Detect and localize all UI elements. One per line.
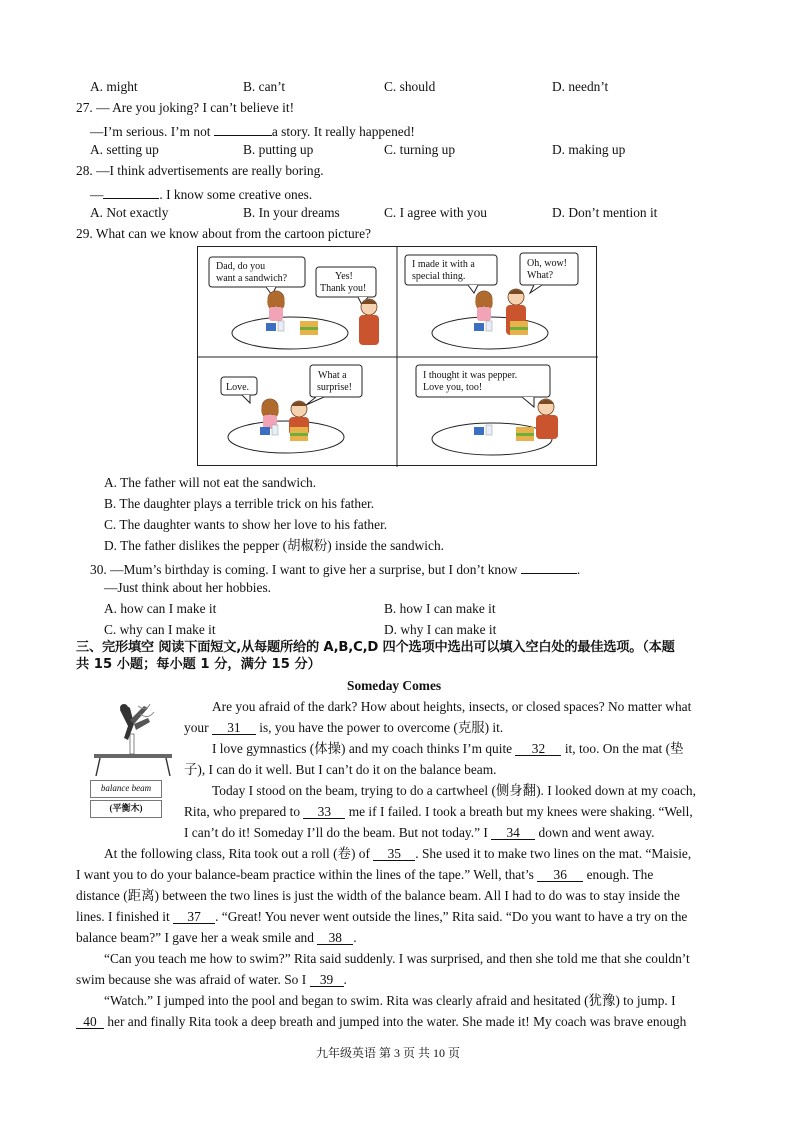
section3-header-line1: 三、完形填空 阅读下面短文,从每题所给的 A,B,C,D 四个选项中选出可以填入空白处的最佳选项。（本题 <box>76 640 675 655</box>
passage-line-3-post: it, too. On the mat (垫 <box>561 741 684 756</box>
q28-option-d: D. Don’t mention it <box>552 205 658 220</box>
panel-2-daughter-bubble-tail <box>468 285 478 293</box>
q30-stem <box>90 560 580 576</box>
passage-line-2 <box>184 721 503 735</box>
passage-line-12 <box>76 931 357 945</box>
panel-4-cup-icon <box>474 427 484 435</box>
blank-37: 37 <box>173 910 215 924</box>
passage-line-7-post: down and went away. <box>535 825 655 840</box>
q28-reply-post: . I know some creative ones. <box>159 187 313 202</box>
passage-line-10: distance (距离) between the two lines is just the width of the balance beam. All I had to do was to stay inside the <box>76 888 680 903</box>
q28-reply-pre: — <box>90 187 104 202</box>
balance-beam-label: balance beam <box>100 783 152 793</box>
passage-line-9-post: enough. The <box>583 867 654 882</box>
panel-1 <box>209 257 379 349</box>
q26-option-c: C. should <box>384 79 436 94</box>
q29-option-c: C. The daughter wants to show her love to his father. <box>104 517 388 532</box>
passage-line-1: Are you afraid of the dark? How about heights, insects, or closed spaces? No matter what <box>212 699 692 714</box>
passage-line-12-pre: balance beam?” I gave her a weak smile and <box>76 930 318 945</box>
q26-option-b: B. can’t <box>243 79 286 94</box>
panel-3-father-line2: surprise! <box>317 382 352 393</box>
q27-reply <box>90 122 415 138</box>
blank-33: 33 <box>303 805 345 819</box>
blank-40: 40 <box>76 1015 104 1029</box>
passage-line-6-pre: Rita, who prepared to <box>184 804 304 819</box>
q30-option-c: C. why can I make it <box>104 622 216 637</box>
q27-reply-pre: —I’m serious. I’m not <box>90 124 214 139</box>
panel-2-father-line1: Oh, wow! <box>527 258 567 269</box>
balance-beam-icon <box>94 754 172 776</box>
q27-stem: 27. — Are you joking? I can’t believe it! <box>76 100 295 115</box>
q28-option-a: A. Not exactly <box>90 205 169 220</box>
q28-option-b: B. In your dreams <box>243 205 340 220</box>
panel-4-sandwich-icon <box>516 427 534 441</box>
passage-line-16-post: her and finally Rita took a deep breath and jumped into the water. She made it! My coach was brave enough <box>104 1014 687 1029</box>
panel-2-daughter-line2: special thing. <box>412 271 466 282</box>
page-footer: 九年级英语 第 3 页 共 10 页 <box>316 1046 461 1060</box>
passage-title: Someday Comes <box>347 678 442 693</box>
blank-34: 34 <box>491 826 535 840</box>
panel-1-milk-icon <box>278 321 284 331</box>
passage-line-7-pre: I can’t do it! Someday I’ll do the beam. But not today.” I <box>184 825 492 840</box>
panel-1-daughter-line2: want a sandwich? <box>216 273 288 284</box>
passage-line-2-post: is, you have the power to overcome (克服) it. <box>255 720 504 735</box>
panel-4-milk-icon <box>486 425 492 435</box>
panel-4 <box>416 365 558 455</box>
blank-39: 39 <box>310 973 344 987</box>
q30-blank <box>521 560 577 574</box>
panel-3-sandwich-icon <box>290 427 308 441</box>
panel-3 <box>221 365 362 453</box>
q29-option-b: B. The daughter plays a terrible trick on his father. <box>104 496 375 511</box>
q27-option-c: C. turning up <box>384 142 456 157</box>
blank-35: 35 <box>373 847 415 861</box>
balance-beam-figure <box>90 700 176 826</box>
passage-line-8 <box>104 847 691 861</box>
passage-line-5: Today I stood on the beam, trying to do a cartwheel (侧身翻). I looked down at my coach, <box>212 783 696 798</box>
q27-option-a: A. setting up <box>90 142 159 157</box>
panel-3-daughter-icon <box>261 399 278 429</box>
passage-line-11-post: . “Great! You never went outside the lines,” Rita said. “Do you want to have a try on the <box>215 909 688 924</box>
cartoon-picture <box>197 246 597 466</box>
balance-beam-cn-label: (平衡木) <box>109 803 143 813</box>
panel-4-father-line2: Love you, too! <box>423 382 483 393</box>
passage-line-3 <box>212 742 683 756</box>
q26-option-a: A. might <box>90 79 138 94</box>
panel-3-cup-icon <box>260 427 270 435</box>
q28-blank <box>103 185 159 199</box>
panel-4-father-icon <box>536 399 558 439</box>
panel-3-table-icon <box>228 421 344 453</box>
q29-option-a: A. The father will not eat the sandwich. <box>104 475 317 490</box>
blank-32: 32 <box>515 742 561 756</box>
panel-3-father-bubble-tail <box>306 397 324 405</box>
passage-line-8-pre: At the following class, Rita took out a roll (卷) of <box>104 846 374 861</box>
passage-line-9-pre: I want you to do your balance-beam practice within the lines of the tape.” Well, that’s <box>76 867 538 882</box>
passage-line-12-post: . <box>353 930 357 945</box>
panel-3-father-line1: What a <box>318 370 347 381</box>
panel-3-daughter-line: Love. <box>226 382 250 393</box>
passage-line-11 <box>76 910 687 924</box>
section3-header-line2: 共 15 小题；每小题 1 分，满分 15 分） <box>76 657 321 672</box>
gymnast-illustration <box>90 700 176 780</box>
passage-line-8-post: . She used it to make two lines on the mat. “Maisie, <box>415 846 692 861</box>
blank-31: 31 <box>212 721 256 735</box>
panel-4-father-line1: I thought it was pepper. <box>423 370 518 381</box>
q30-stem-post: . <box>576 562 581 577</box>
blank-38: 38 <box>317 931 353 945</box>
q29-stem: 29. What can we know about from the cartoon picture? <box>76 226 371 241</box>
panel-1-sandwich-icon <box>300 321 318 335</box>
q27-option-d: D. making up <box>552 142 626 157</box>
panel-3-daughter-bubble-tail <box>242 395 250 403</box>
gymnast-icon <box>120 704 154 754</box>
panel-1-cup-icon <box>266 323 276 331</box>
panel-2-daughter-icon <box>475 291 492 321</box>
q30-stem-pre: 30. —Mum’s birthday is coming. I want to give her a surprise, but I don’t know <box>90 562 521 577</box>
panel-2-cup-icon <box>474 323 484 331</box>
panel-2-father-bubble-tail <box>530 285 542 293</box>
passage-line-2-pre: your <box>184 720 212 735</box>
passage-line-6 <box>184 805 693 819</box>
q28-reply <box>90 185 312 201</box>
q30-reply: —Just think about her hobbies. <box>104 580 271 595</box>
passage-line-14 <box>76 973 347 987</box>
passage-line-9 <box>76 868 653 882</box>
panel-2-father-line2: What? <box>527 270 554 281</box>
panel-1-table-icon <box>232 317 348 349</box>
blank-36: 36 <box>537 868 583 882</box>
passage-line-4: 子), I can do it well. But I can’t do it on the balance beam. <box>184 762 497 777</box>
panel-2-milk-icon <box>486 321 492 331</box>
q27-reply-post: a story. It really happened! <box>271 124 415 139</box>
passage-line-7 <box>184 826 654 840</box>
q30-option-d: D. why I can make it <box>384 622 497 637</box>
q30-option-b: B. how I can make it <box>384 601 496 616</box>
q27-blank <box>214 122 272 136</box>
panel-1-daughter-line1: Dad, do you <box>216 261 266 272</box>
passage-line-15: “Watch.” I jumped into the pool and began to swim. Rita was clearly afraid and hesitated (犹豫) to jump. I <box>104 993 676 1008</box>
passage-line-11-pre: lines. I finished it <box>76 909 174 924</box>
passage-line-16 <box>76 1015 686 1029</box>
panel-2-daughter-line1: I made it with a <box>412 259 475 270</box>
q29-option-d: D. The father dislikes the pepper (胡椒粉) inside the sandwich. <box>104 538 445 553</box>
panel-3-milk-icon <box>272 425 278 435</box>
panel-2 <box>405 253 578 349</box>
panel-4-father-bubble-tail <box>522 397 534 407</box>
q27-option-b: B. putting up <box>243 142 314 157</box>
panel-1-daughter-icon <box>267 291 284 321</box>
panel-2-sandwich-icon <box>510 321 528 335</box>
q26-option-d: D. needn’t <box>552 79 609 94</box>
passage-line-14-pre: swim because she was afraid of water. So I <box>76 972 310 987</box>
q28-option-c: C. I agree with you <box>384 205 488 220</box>
q28-stem: 28. —I think advertisements are really boring. <box>76 163 324 178</box>
passage-line-14-post: . <box>343 972 347 987</box>
passage-line-3-pre: I love gymnastics (体操) and my coach thinks I’m quite <box>212 741 516 756</box>
q30-option-a: A. how can I make it <box>104 601 217 616</box>
passage-line-6-post: me if I failed. I took a breath but my knees were shaking. “Well, <box>345 804 693 819</box>
panel-1-father-line1: Yes! <box>335 271 353 282</box>
cartoon-svg <box>198 247 598 467</box>
passage-line-13: “Can you teach me how to swim?” Rita said suddenly. I was surprised, and then she told me that she couldn’t <box>104 951 690 966</box>
panel-1-father-line2: Thank you! <box>320 283 367 294</box>
panel-1-father-icon <box>359 299 379 345</box>
